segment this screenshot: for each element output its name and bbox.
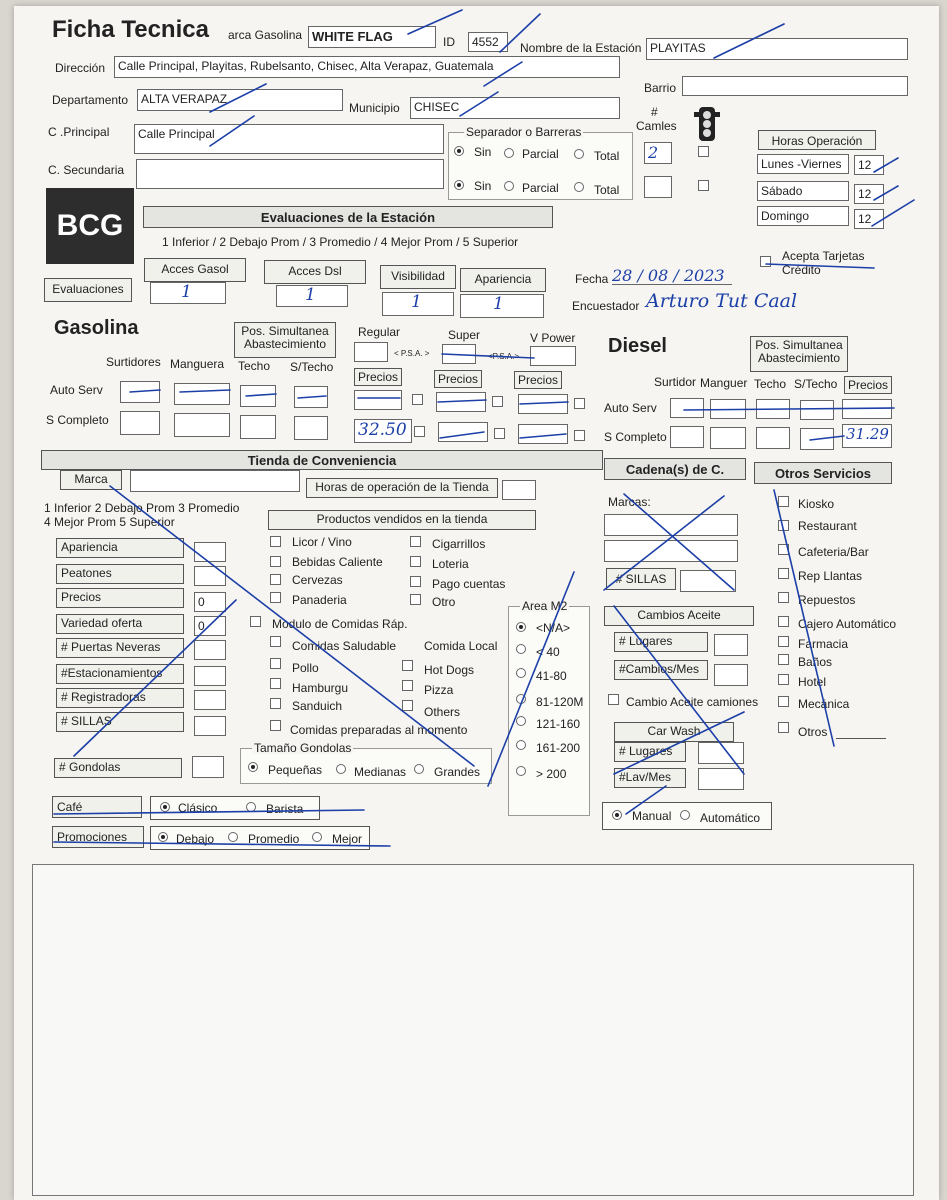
metric-variedad-field[interactable]: 0 xyxy=(194,616,226,636)
area-81-120-label: 81-120M xyxy=(536,695,584,709)
otro-banos-label: Baños xyxy=(798,655,833,669)
gas-precios-super: Precios xyxy=(434,370,482,388)
id-field[interactable]: 4552 xyxy=(468,32,508,52)
otro-kiosko-label: Kiosko xyxy=(798,497,835,511)
depto-field[interactable]: ALTA VERAPAZ xyxy=(137,89,343,111)
gas-fuel-super: Super xyxy=(448,328,481,342)
gasolina-title: Gasolina xyxy=(54,317,139,339)
prod-pago-label: Pago cuentas xyxy=(432,577,506,591)
prod-bebidas-label: Bebidas Caliente xyxy=(292,555,383,569)
otro-hotel-label: Hotel xyxy=(798,675,827,689)
tamano-label: Tamaño Gondolas xyxy=(254,741,352,755)
marca-label: arca Gasolina xyxy=(228,28,303,42)
direccion-label: Dirección xyxy=(55,61,106,75)
area-41-80-label: 41-80 xyxy=(536,669,567,683)
tamano-pequenas-label: Pequeñas xyxy=(268,763,323,777)
otro-repuestos-label: Repuestos xyxy=(798,593,856,607)
camiones-label: Camles xyxy=(636,119,677,133)
gas-fuel-regular: Regular xyxy=(358,325,401,339)
prod-cervezas-label: Cervezas xyxy=(292,573,343,587)
cambios-aceite-label: Cambios Aceite xyxy=(604,606,754,626)
ink-strikes xyxy=(14,6,939,866)
bcg-logo: BCG xyxy=(46,188,134,264)
metric-sillas-label: # SILLAS xyxy=(56,712,184,732)
apariencia-label: Apariencia xyxy=(460,268,546,292)
tarjetas-label-2: Crédito xyxy=(782,263,821,277)
dsl-row-autoserv: Auto Serv xyxy=(604,401,657,415)
sep1-total-label: Total xyxy=(594,149,620,163)
area-gt200-label: > 200 xyxy=(536,767,567,781)
cadena-marcas-label: Marcas: xyxy=(608,495,651,509)
horas-lv-label: Lunes -Viernes xyxy=(757,154,849,174)
metric-precios-field[interactable]: 0 xyxy=(194,592,226,612)
dsl-sc-price[interactable]: 31.29 xyxy=(842,424,892,448)
food-pizza-label: Pizza xyxy=(424,683,454,697)
promo-debajo-label: Debajo xyxy=(176,832,215,846)
gondolas-label: # Gondolas xyxy=(54,758,182,778)
apariencia-field[interactable]: 1 xyxy=(460,294,544,318)
marca-field[interactable]: WHITE FLAG xyxy=(308,26,436,48)
barrio-label: Barrio xyxy=(644,81,677,95)
dsl-col-manguer: Manguer xyxy=(700,376,748,390)
acces-dsl-field[interactable]: 1 xyxy=(276,285,348,307)
visibilidad-field[interactable]: 1 xyxy=(382,292,454,316)
otro-llantas-label: Rep Llantas xyxy=(798,569,863,583)
metric-apariencia-label: Apariencia xyxy=(56,538,184,558)
gas-fuel-vpower: V Power xyxy=(530,331,576,345)
gas-col-stecho: S/Techo xyxy=(290,360,334,374)
tamano-medianas-label: Medianas xyxy=(354,765,407,779)
dsl-pos-line2: Abastecimiento xyxy=(757,351,841,366)
cw-lugares-label: # Lugares xyxy=(614,742,686,762)
tarjetas-label-1: Acepta Tarjetas xyxy=(782,249,865,263)
cadena-sillas-label: # SILLAS xyxy=(606,568,676,590)
visibilidad-label: Visibilidad xyxy=(380,265,456,289)
horas-sab-label: Sábado xyxy=(757,181,849,201)
evaluaciones-header: Evaluaciones de la Estación xyxy=(143,206,553,228)
cw-manual-label: Manual xyxy=(632,809,672,823)
encuestador-value[interactable]: Arturo Tut Caal xyxy=(646,290,798,312)
tienda-scale-2: 4 Mejor Prom 5 Superior xyxy=(44,515,175,529)
cprincipal-field[interactable]: Calle Principal xyxy=(134,124,444,154)
cprincipal-label: C .Principal xyxy=(48,125,110,139)
notes-area[interactable] xyxy=(32,864,914,1196)
gas-col-manguera: Manguera xyxy=(170,357,225,371)
cafe-barista-label: Barista xyxy=(266,802,304,816)
otro-cajero-label: Cajero Automático xyxy=(798,617,897,631)
sep1-parcial-label: Parcial xyxy=(522,147,559,161)
otro-farmacia-label: Farmacia xyxy=(798,637,849,651)
prod-licor-label: Licor / Vino xyxy=(292,535,352,549)
camiones-hash: # xyxy=(651,105,658,119)
diesel-title: Diesel xyxy=(608,335,667,357)
tienda-header: Tienda de Conveniencia xyxy=(41,450,603,470)
gas-precios-vpower: Precios xyxy=(514,371,562,389)
horas-tienda-label: Horas de operación de la Tienda xyxy=(306,478,498,498)
separador-label: Separador o Barreras xyxy=(466,125,582,139)
evaluaciones-row-label: Evaluaciones xyxy=(44,278,132,302)
promo-promedio-label: Promedio xyxy=(248,832,300,846)
otro-cafeteria-label: Cafeteria/Bar xyxy=(798,545,869,559)
cw-automatico-label: Automático xyxy=(700,811,761,825)
prod-otro-label: Otro xyxy=(432,595,456,609)
depto-label: Departamento xyxy=(52,93,129,107)
acces-dsl-label: Acces Dsl xyxy=(264,260,366,284)
metric-registradoras-label: # Registradoras xyxy=(56,688,184,708)
gas-pos-line2: Abastecimiento xyxy=(243,337,327,352)
id-label: ID xyxy=(443,35,455,49)
lav-mes-label: #Lav/Mes xyxy=(614,768,686,788)
direccion-field[interactable]: Calle Principal, Playitas, Rubelsanto, Chisec, Alta Verapaz, Guatemala xyxy=(114,56,620,78)
dsl-col-techo: Techo xyxy=(754,377,787,391)
gas-sc-regular-price[interactable]: 32.50 xyxy=(354,419,412,443)
promociones-label: Promociones xyxy=(52,826,144,848)
food-others-label: Others xyxy=(424,705,461,719)
municipio-label: Municipio xyxy=(349,101,400,115)
otro-mecanica-label: Mecánica xyxy=(798,697,850,711)
dsl-precios: Precios xyxy=(844,376,892,394)
metric-neveras-label: # Puertas Neveras xyxy=(56,638,184,658)
fecha-label: Fecha xyxy=(575,272,609,286)
horas-sab-field[interactable]: 12 xyxy=(854,184,884,204)
food-hotdogs-label: Hot Dogs xyxy=(424,663,475,677)
dsl-col-surtidor: Surtidor xyxy=(654,375,697,389)
food-sanduich-label: Sanduich xyxy=(292,699,343,713)
prod-cigarrillos-label: Cigarrillos xyxy=(432,537,486,551)
sep2-sin-label: Sin xyxy=(474,179,492,193)
comida-local-label: Comida Local xyxy=(424,639,498,653)
aceite-lugares-label: # Lugares xyxy=(614,632,708,652)
form-title: Ficha Tecnica xyxy=(52,16,209,43)
municipio-field[interactable]: CHISEC xyxy=(410,97,620,119)
csecundaria-label: C. Secundaria xyxy=(48,163,125,177)
area-label: Area M2 xyxy=(522,599,568,613)
area-121-160-label: 121-160 xyxy=(536,717,581,731)
gas-row-scompleto: S Completo xyxy=(46,413,109,427)
area-na-label: <N/A> xyxy=(536,621,571,635)
metric-estacionamientos-label: #Estacionamientos xyxy=(56,664,184,684)
preparadas-label: Comidas preparadas al momento xyxy=(290,723,468,737)
comidas-saludable-label: Comidas Saludable xyxy=(292,639,397,653)
aceite-camiones-label: Cambio Aceite camiones xyxy=(626,695,759,709)
marca-tienda-label: Marca xyxy=(60,470,122,490)
food-pollo-label: Pollo xyxy=(292,661,319,675)
encuestador-label: Encuestador xyxy=(572,299,640,313)
sep2-parcial-label: Parcial xyxy=(522,181,559,195)
tamano-grandes-label: Grandes xyxy=(434,765,481,779)
cafe-clasico-label: Clásico xyxy=(178,801,218,815)
camiones-field[interactable]: 2 xyxy=(644,142,672,164)
form-sheet xyxy=(14,6,939,1200)
productos-label: Productos vendidos en la tienda xyxy=(268,510,536,530)
dsl-col-stecho: S/Techo xyxy=(794,377,838,391)
modulo-comidas-label: Modulo de Comidas Ráp. xyxy=(272,617,408,631)
cafe-label: Café xyxy=(52,796,142,818)
gas-pos-line1: Pos. Simultanea xyxy=(241,324,329,338)
carwash-label: Car Wash xyxy=(614,722,734,742)
horas-operacion-button[interactable]: Horas Operación xyxy=(758,130,876,150)
gas-psa-label: < P.S.A. > xyxy=(394,349,430,358)
horas-dom-label: Domingo xyxy=(757,206,849,226)
metric-variedad-label: Variedad oferta xyxy=(56,614,184,634)
estacion-label: Nombre de la Estación xyxy=(520,41,642,55)
gas-col-techo: Techo xyxy=(238,359,271,373)
metric-precios-label: Precios xyxy=(56,588,184,608)
horas-lv-field[interactable]: 12 xyxy=(854,155,884,175)
otros-header: Otros Servicios xyxy=(754,462,892,484)
area-161-200-label: 161-200 xyxy=(536,741,581,755)
prod-panaderia-label: Panaderia xyxy=(292,593,347,607)
food-hamburgu-label: Hamburgu xyxy=(292,681,349,695)
gas-row-autoserv: Auto Serv xyxy=(50,383,103,397)
area-lt40-label: < 40 xyxy=(536,645,560,659)
evaluaciones-scale: 1 Inferior / 2 Debajo Prom / 3 Promedio / 4 Mejor Prom / 5 Superior xyxy=(162,235,519,249)
metric-peatones-label: Peatones xyxy=(56,564,184,584)
acces-gasol-field[interactable]: 1 xyxy=(150,282,226,304)
acces-gasol-label: Acces Gasol xyxy=(144,258,246,282)
tienda-scale-1: 1 Inferior 2 Debajo Prom 3 Promedio xyxy=(44,501,240,515)
gas-precios-regular: Precios xyxy=(354,368,402,386)
cambios-mes-label: #Cambios/Mes xyxy=(614,660,708,680)
horas-dom-field[interactable]: 12 xyxy=(854,209,884,229)
otro-otros-label: Otros xyxy=(798,725,828,739)
estacion-field[interactable]: PLAYITAS xyxy=(646,38,908,60)
sep2-total-label: Total xyxy=(594,183,620,197)
gas-psa2-label: <P.S.A.> xyxy=(488,352,519,361)
prod-loteria-label: Loteria xyxy=(432,557,469,571)
cadena-header: Cadena(s) de C. xyxy=(604,458,746,480)
dsl-pos-line1: Pos. Simultanea xyxy=(755,338,843,352)
fecha-value[interactable]: 28 / 08 / 2023 xyxy=(612,268,732,285)
otro-restaurant-label: Restaurant xyxy=(798,519,857,533)
sep1-sin-label: Sin xyxy=(474,145,492,159)
promo-mejor-label: Mejor xyxy=(332,832,363,846)
gas-col-surtidores: Surtidores xyxy=(106,355,161,369)
dsl-row-scompleto: S Completo xyxy=(604,430,667,444)
